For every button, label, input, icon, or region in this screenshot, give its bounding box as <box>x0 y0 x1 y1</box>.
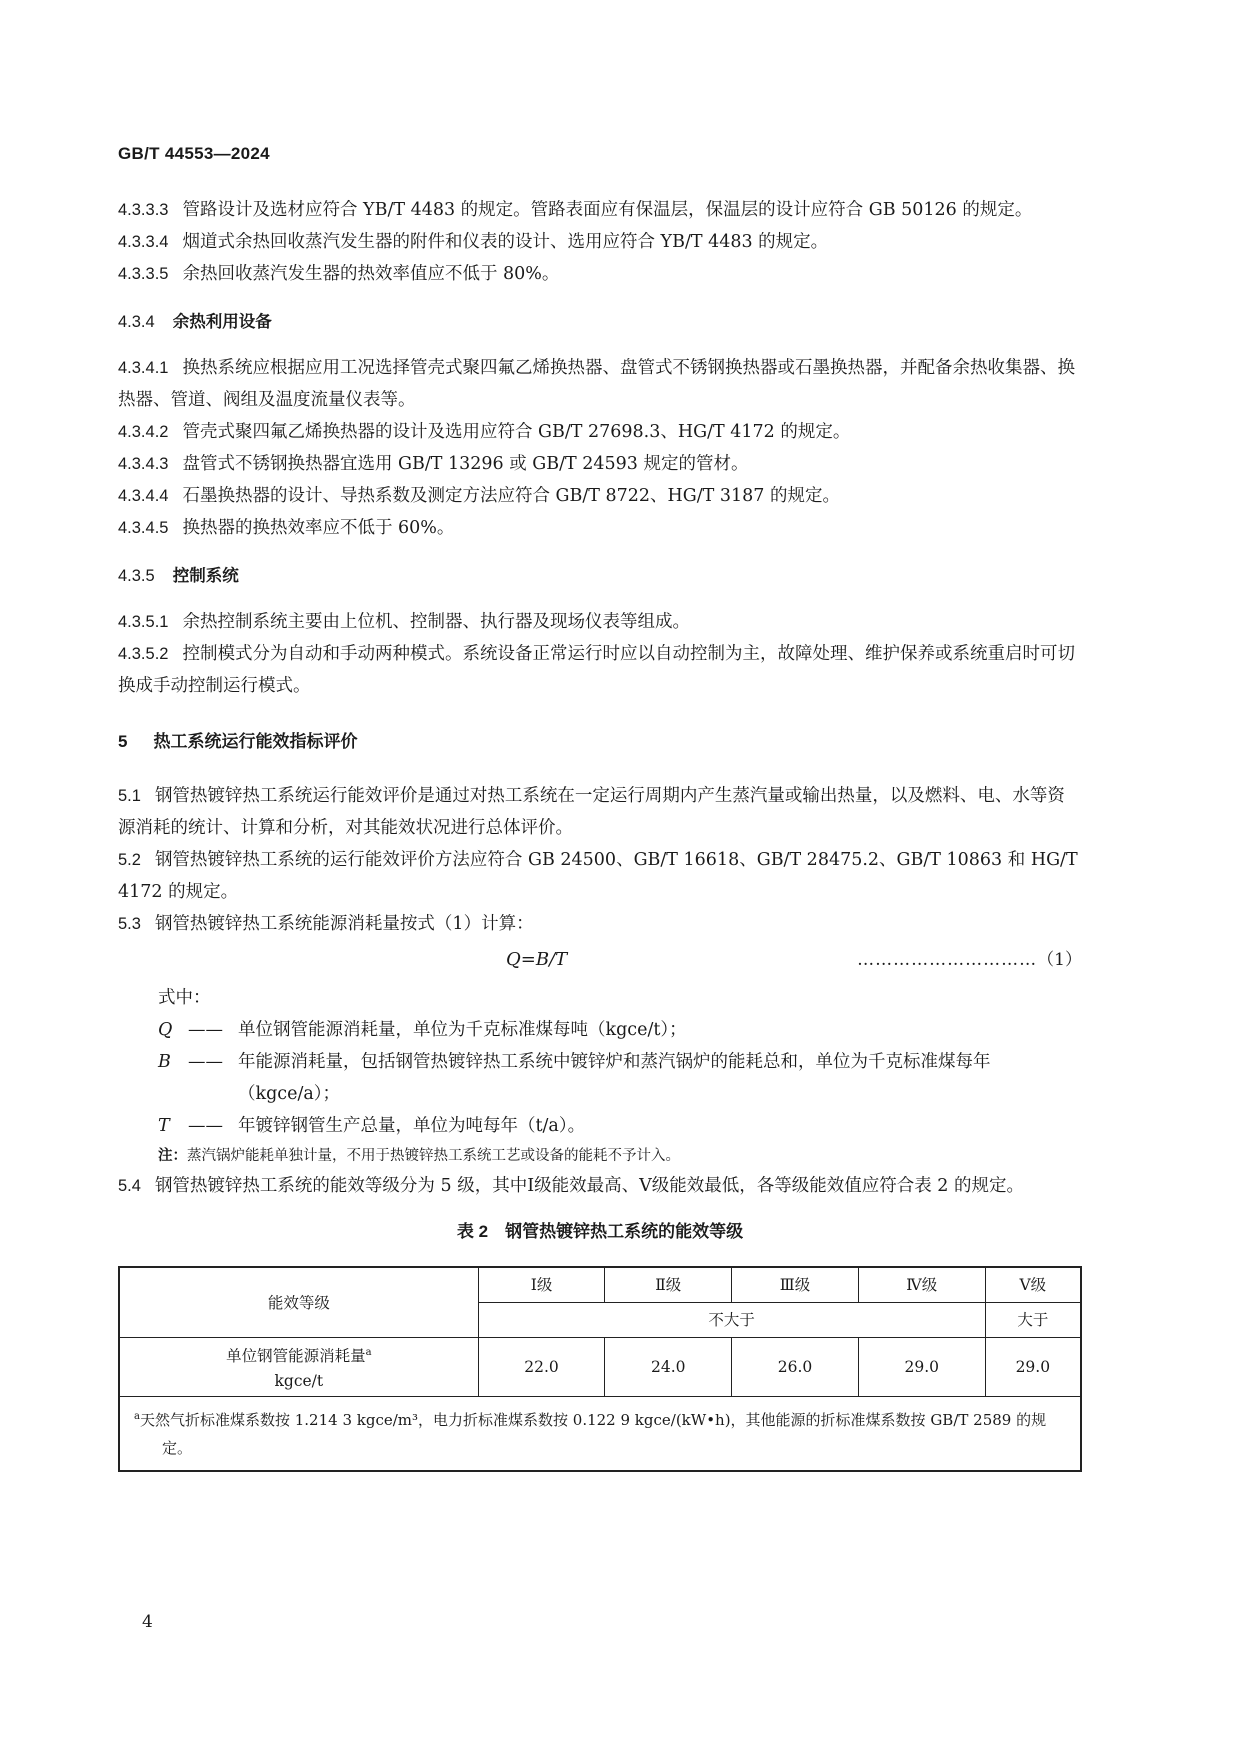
chapter-title: 热工系统运行能效指标评价 <box>153 732 358 751</box>
chapter-5-heading <box>118 726 1082 758</box>
row-label: 单位钢管能源消耗量 <box>226 1347 366 1366</box>
formula-number-group <box>857 944 1082 976</box>
variable-description: 年能源消耗量，包括钢管热镀锌热工系统中镀锌炉和蒸汽锅炉的能耗总和，单位为千克标准煤每年（kgce/a）； <box>238 1052 991 1104</box>
value-cell: 29.0 <box>985 1338 1081 1397</box>
variable-symbol: B <box>158 1052 171 1072</box>
clause-number: 4.3.4.2 <box>118 423 169 441</box>
clause-number: 5.2 <box>118 851 141 869</box>
clause-text: 管壳式聚四氟乙烯换热器的设计及选用应符合 GB/T 27698.3、HG/T 4172 的规定。 <box>182 422 851 442</box>
energy-grade-table <box>118 1266 1082 1472</box>
value-cell: 22.0 <box>478 1338 605 1397</box>
clause-5-1 <box>118 780 1082 844</box>
grade-header: Ⅴ级 <box>985 1267 1081 1303</box>
footnote-mark: a <box>134 1411 140 1422</box>
grade-header: Ⅲ级 <box>732 1267 859 1303</box>
clause-text: 石墨换热器的设计、导热系数及测定方法应符合 GB/T 8722、HG/T 3187 的规定。 <box>182 486 841 506</box>
clause-text: 钢管热镀锌热工系统能源消耗量按式（1）计算： <box>154 914 534 934</box>
clause-4-3-4-1 <box>118 352 1082 416</box>
formula-note <box>158 1142 1082 1170</box>
variable-dash: —— <box>188 1116 223 1136</box>
clause-number: 4.3.5.1 <box>118 613 169 631</box>
variable-dash: —— <box>188 1020 223 1040</box>
note-label: 注： <box>158 1148 187 1164</box>
grade-header: Ⅱ级 <box>605 1267 732 1303</box>
chapter-number: 5 <box>118 732 128 751</box>
clause-number: 4.3.4.3 <box>118 455 169 473</box>
variable-description: 年镀锌钢管生产总量，单位为吨每年（t/a）。 <box>238 1116 586 1136</box>
greater-cell: 大于 <box>985 1303 1081 1338</box>
value-cell: 26.0 <box>732 1338 859 1397</box>
clause-number: 5.1 <box>118 787 141 805</box>
clause-text: 盘管式不锈钢换热器宜选用 GB/T 13296 或 GB/T 24593 规定的管材。 <box>182 454 749 474</box>
formula-expression: Q=B/T <box>506 949 568 970</box>
clause-4-3-3-3 <box>118 194 1082 226</box>
table-footnote <box>119 1397 1081 1472</box>
formula-number: （1） <box>1037 950 1082 970</box>
grade-header: Ⅰ级 <box>478 1267 605 1303</box>
formula-row <box>118 940 1082 980</box>
table-row <box>119 1267 1081 1303</box>
clause-4-3-4-2 <box>118 416 1082 448</box>
footnote-text: 天然气折标准煤系数按 1.214 3 kgce/m³，电力折标准煤系数按 0.122 9 kgce/(kW•h)，其他能源的折标准煤系数按 GB/T 2589 的规定。 <box>139 1411 1047 1457</box>
clause-text: 控制模式分为自动和手动两种模式。系统设备正常运行时应以自动控制为主，故障处理、维护保养或系统重启时可切换成手动控制运行模式。 <box>118 644 1075 696</box>
row-unit: kgce/t <box>274 1371 324 1390</box>
clause-number: 5.4 <box>118 1177 141 1195</box>
clause-number: 4.3.4.4 <box>118 487 169 505</box>
clause-5-3 <box>118 908 1082 940</box>
heading-number: 4.3.5 <box>118 567 155 585</box>
clause-text: 管路设计及选材应符合 YB/T 4483 的规定。管路表面应有保温层，保温层的设计应符合 GB 50126 的规定。 <box>182 200 1033 220</box>
variable-q <box>158 1014 1082 1046</box>
clause-number: 4.3.4.5 <box>118 519 169 537</box>
value-cell: 29.0 <box>858 1338 985 1397</box>
standard-code: GB/T 44553—2024 <box>118 144 270 163</box>
clause-number: 4.3.3.4 <box>118 233 169 251</box>
variable-t <box>158 1110 1082 1142</box>
heading-4-3-5 <box>118 560 1082 592</box>
grade-header: Ⅳ级 <box>858 1267 985 1303</box>
clause-text: 烟道式余热回收蒸汽发生器的附件和仪表的设计、选用应符合 YB/T 4483 的规定。 <box>182 232 829 252</box>
clause-5-2 <box>118 844 1082 908</box>
clause-text: 钢管热镀锌热工系统运行能效评价是通过对热工系统在一定运行周期内产生蒸汽量或输出热量，以及燃料、电、水等资源消耗的统计、计算和分析，对其能效状况进行总体评价。 <box>118 786 1065 838</box>
clause-text: 钢管热镀锌热工系统的运行能效评价方法应符合 GB 24500、GB/T 16618、GB/T 28475.2、GB/T 10863 和 HG/T 4172 的规定。 <box>118 850 1078 902</box>
not-greater-cell: 不大于 <box>478 1303 985 1338</box>
variable-symbol: T <box>158 1116 170 1136</box>
heading-title: 余热利用设备 <box>172 313 272 331</box>
row-label-cell <box>119 1338 478 1397</box>
heading-number: 4.3.4 <box>118 313 155 331</box>
document-body <box>118 194 1082 1472</box>
heading-title: 控制系统 <box>172 567 239 585</box>
clause-4-3-5-2 <box>118 638 1082 702</box>
clause-text: 余热控制系统主要由上位机、控制器、执行器及现场仪表等组成。 <box>182 612 690 632</box>
clause-text: 换热器的换热效率应不低于 60%。 <box>182 518 455 538</box>
table-row <box>119 1397 1081 1472</box>
clause-number: 5.3 <box>118 915 141 933</box>
clause-text: 余热回收蒸汽发生器的热效率值应不低于 80%。 <box>182 264 560 284</box>
header-label-cell: 能效等级 <box>119 1267 478 1338</box>
clause-4-3-3-5 <box>118 258 1082 290</box>
clause-text: 钢管热镀锌热工系统的能效等级分为 5 级，其中Ⅰ级能效最高、Ⅴ级能效最低，各等级能效值应符合表 2 的规定。 <box>154 1176 1025 1196</box>
clause-4-3-4-3 <box>118 448 1082 480</box>
footnote-ref: a <box>365 1347 372 1359</box>
variable-b <box>158 1046 1082 1110</box>
clause-number: 4.3.3.5 <box>118 265 169 283</box>
value-cell: 24.0 <box>605 1338 732 1397</box>
clause-4-3-4-4 <box>118 480 1082 512</box>
clause-text: 换热系统应根据应用工况选择管壳式聚四氟乙烯换热器、盘管式不锈钢换热器或石墨换热器，并配备余热收集器、换热器、管道、阀组及温度流量仪表等。 <box>118 358 1075 410</box>
clause-4-3-5-1 <box>118 606 1082 638</box>
clause-number: 4.3.4.1 <box>118 359 169 377</box>
clause-number: 4.3.3.3 <box>118 201 169 219</box>
variable-dash: —— <box>188 1052 223 1072</box>
heading-4-3-4 <box>118 306 1082 338</box>
formula-leader: ………………………… <box>857 950 1038 970</box>
table-title: 表 2 钢管热镀锌热工系统的能效等级 <box>456 1222 744 1241</box>
clause-4-3-3-4 <box>118 226 1082 258</box>
clause-4-3-4-5 <box>118 512 1082 544</box>
note-text: 蒸汽锅炉能耗单独计量，不用于热镀锌热工系统工艺或设备的能耗不予计入。 <box>187 1148 680 1164</box>
variable-symbol: Q <box>158 1020 173 1040</box>
table-row <box>119 1338 1081 1397</box>
clause-5-4 <box>118 1170 1082 1202</box>
page-number: 4 <box>142 1612 153 1632</box>
where-label: 式中： <box>158 988 211 1008</box>
variable-description: 单位钢管能源消耗量，单位为千克标准煤每吨（kgce/t）； <box>238 1020 687 1040</box>
clause-number: 4.3.5.2 <box>118 645 169 663</box>
